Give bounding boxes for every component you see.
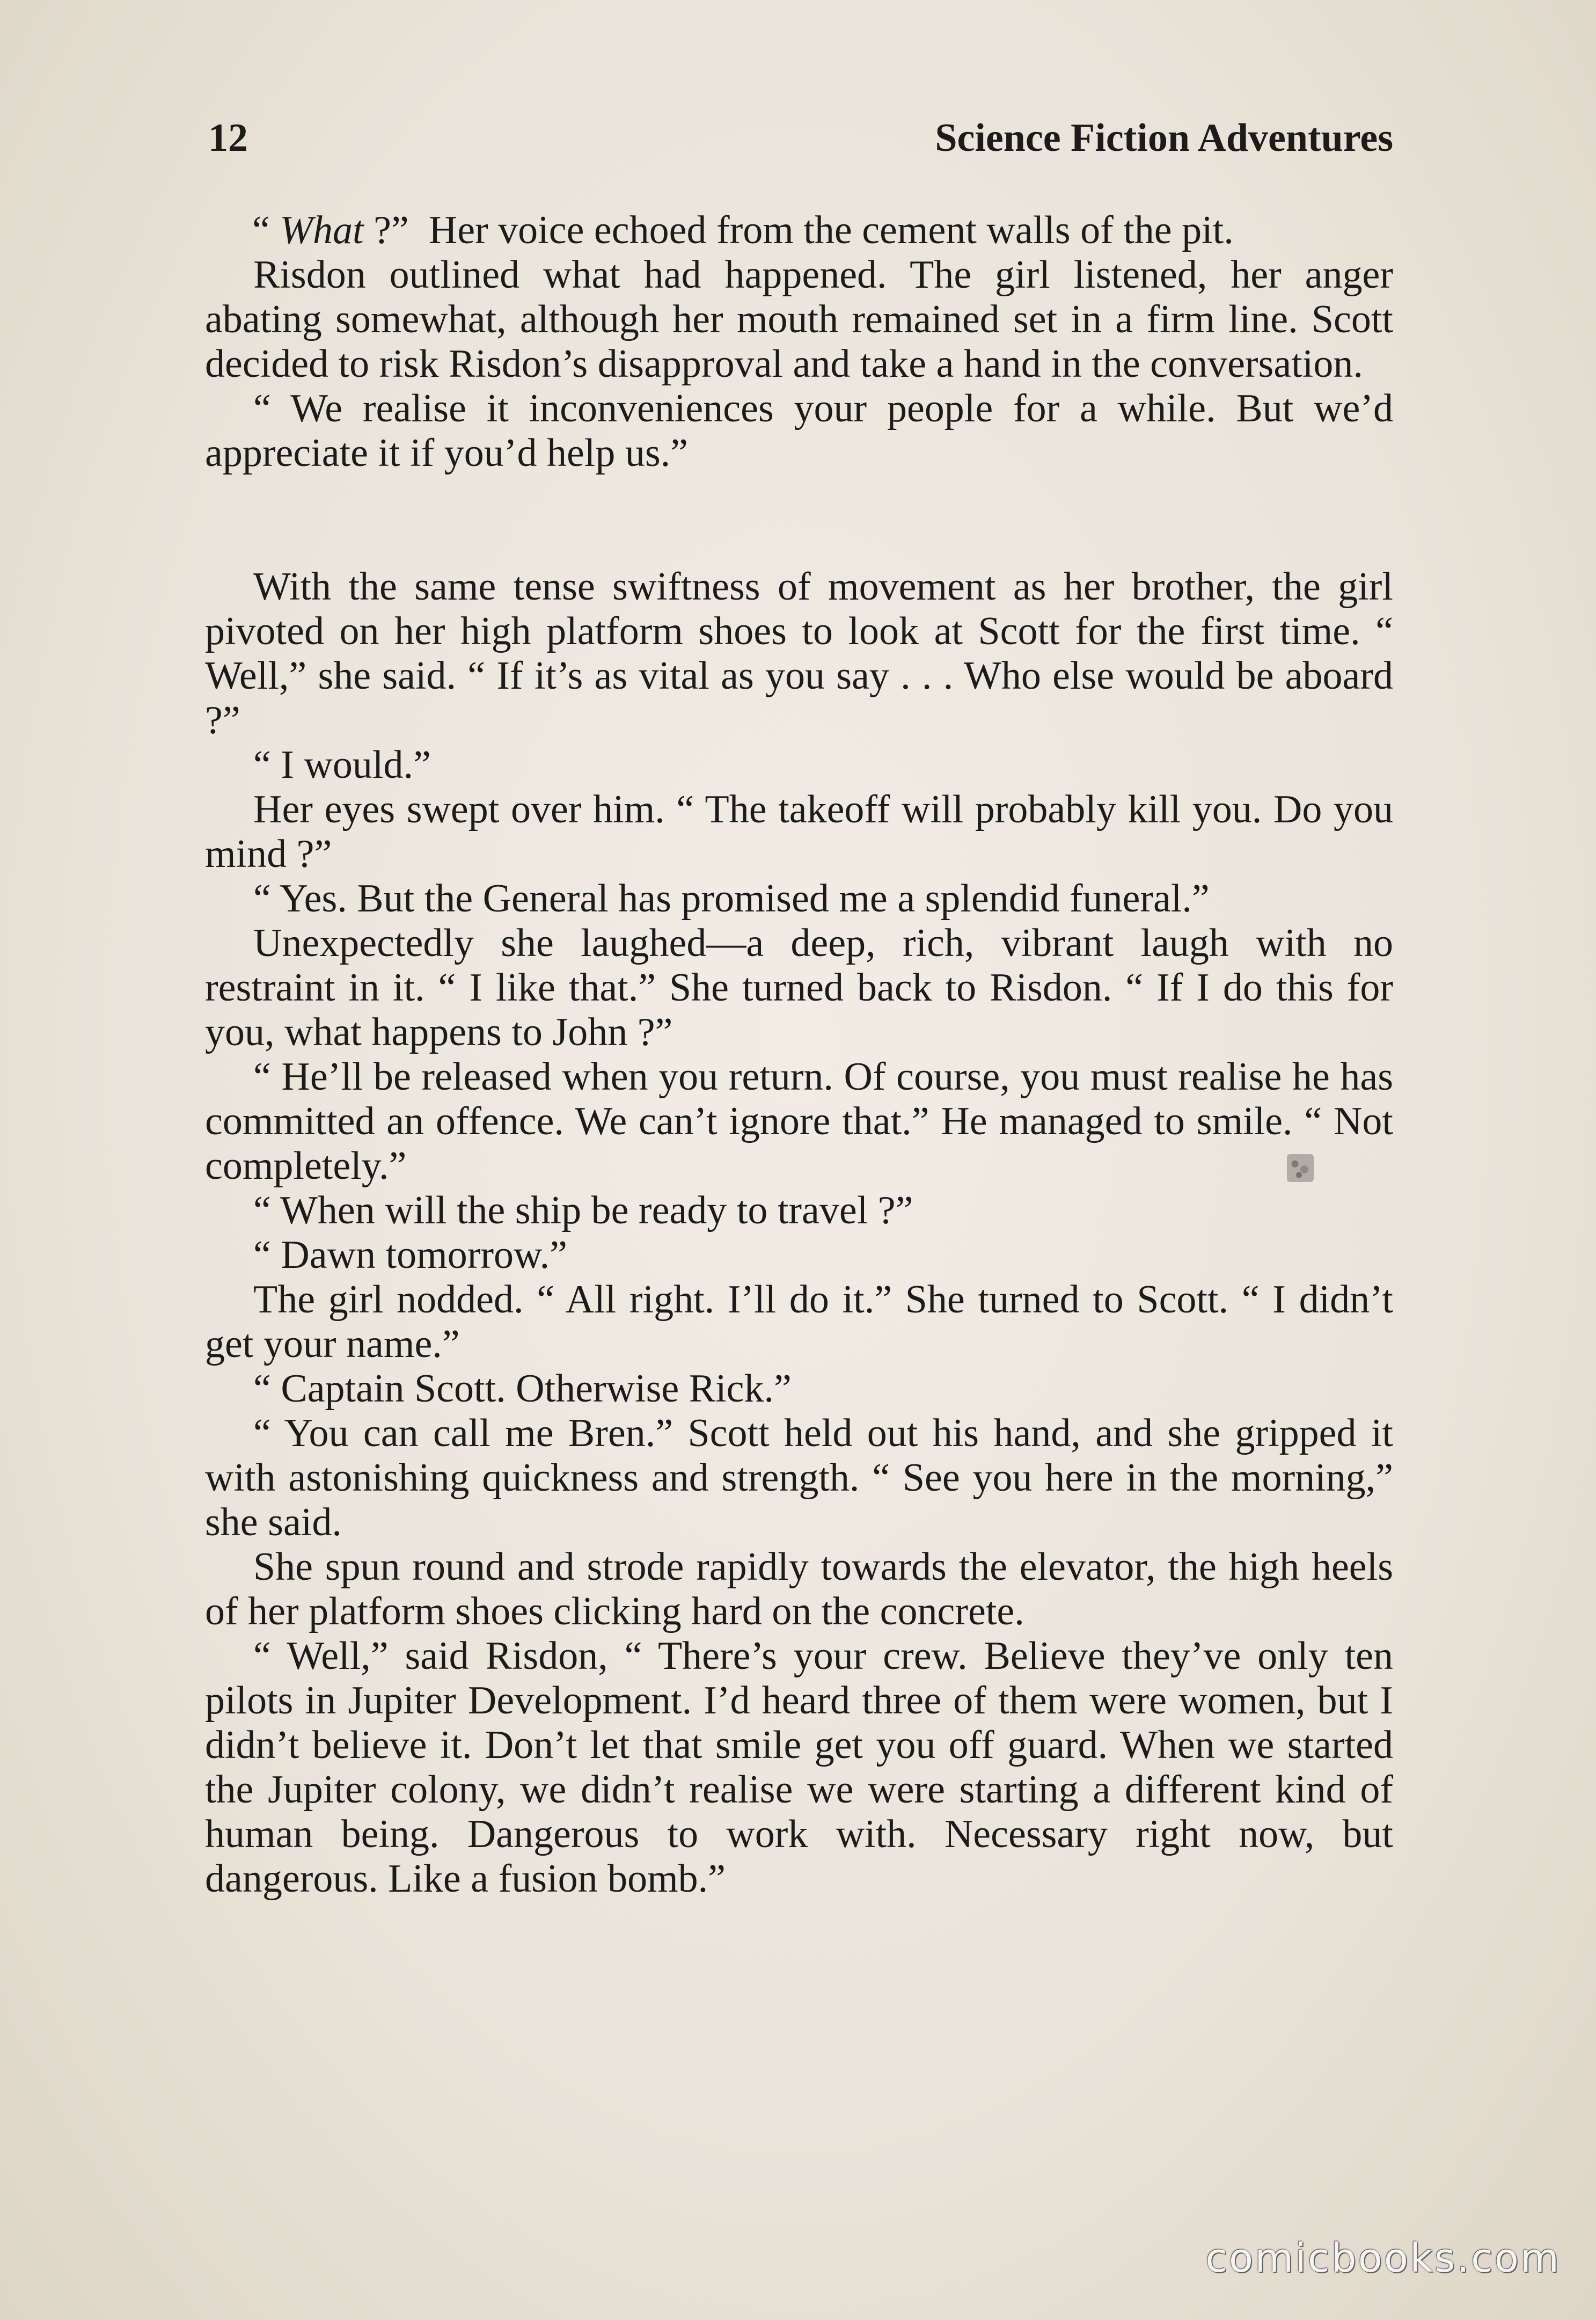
running-head: Science Fiction Adventures [935,116,1393,160]
paragraph: Risdon outlined what had happened. The girl listened, her anger abating somewhat, although her mouth remained set in a firm line. Scott decided to risk Risdon’s disapproval and take a hand in the conversation. [205,253,1393,386]
italic-word: What [280,208,364,252]
paragraph: “ Yes. But the General has promised me a splendid funeral.” [253,877,1210,921]
paragraph: She spun round and strode rapidly towards the elevator, the high heels of her platform shoes clicking hard on the concrete. [205,1545,1393,1633]
page-number: 12 [208,116,248,160]
paragraph: “ Dawn tomorrow.” [253,1233,567,1277]
paragraph: “ We realise it inconveniences your people for a while. But we’d appreciate it if you’d help us.” [205,386,1393,475]
page-header [208,115,1393,174]
paragraph: “ You can call me Bren.” Scott held out his hand, and she gripped it with astonishing quickness and strength. “ See you here in the morning,” she said. [205,1411,1393,1544]
paragraph: “ Captain Scott. Otherwise Rick.” [253,1367,792,1411]
paragraph: “ He’ll be released when you return. Of course, you must realise he has committed an offence. We can’t ignore that.” He managed to smile. “ Not completely.” [205,1055,1393,1188]
paragraph: The girl nodded. “ All right. I’ll do it.” She turned to Scott. “ I didn’t get your name.” [205,1278,1393,1366]
paragraph: “ When will the ship be ready to travel ?” [253,1188,913,1232]
paragraph: “ What ?” Her voice echoed from the cement walls of the pit. [252,208,1234,252]
paragraph: “ I would.” [253,743,431,787]
paragraph: “ Well,” said Risdon, “ There’s your crew. Believe they’ve only ten pilots in Jupiter Development. I’d heard three of them were women, but I didn’t believe it. Don’t let that smile get you off guard. When we started the Jupiter colony, we didn’t realise we were starting a different kind of human being. Dangerous to work with. Necessary right now, but dangerous. Like a fusion bomb.” [205,1634,1393,1901]
paragraph: Her eyes swept over him. “ The takeoff will probably kill you. Do you mind ?” [205,787,1393,876]
text-column [205,208,1393,1901]
paragraph: With the same tense swiftness of movement as her brother, the girl pivoted on her high platform shoes to look at Scott for the first time. “ Well,” she said. “ If it’s as vital as you say . . . Who else would be aboard ?” [205,565,1393,742]
paragraph: Unexpectedly she laughed—a deep, rich, vibrant laugh with no restraint in it. “ I like that.” She turned back to Risdon. “ If I do this for you, what happens to John ?” [205,921,1393,1054]
watermark: comicbooks.com [1205,2235,1561,2281]
print-speck [1287,1154,1314,1182]
